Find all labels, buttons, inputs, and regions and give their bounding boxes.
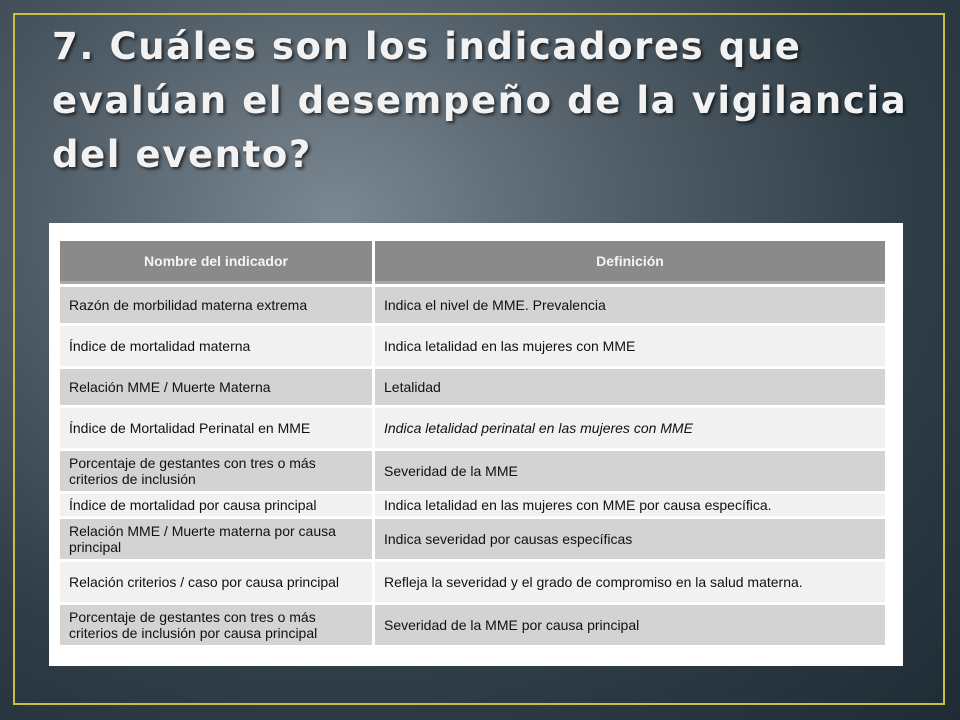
table-row — [60, 369, 885, 405]
table-row — [60, 287, 885, 323]
table-header-row — [60, 241, 885, 284]
indicator-definition-cell: Indica severidad por causas específicas — [375, 519, 885, 559]
indicator-definition-cell: Refleja la severidad y el grado de compromiso en la salud materna. — [375, 562, 885, 602]
header-nombre-indicador: Nombre del indicador — [60, 241, 372, 284]
indicator-definition-cell: Severidad de la MME — [375, 451, 885, 491]
indicator-name-cell: Porcentaje de gestantes con tres o más criterios de inclusión por causa principal — [60, 605, 372, 645]
table-row — [60, 326, 885, 366]
indicator-name-cell: Relación MME / Muerte materna por causa principal — [60, 519, 372, 559]
table-row — [60, 408, 885, 448]
indicator-name-cell: Razón de morbilidad materna extrema — [60, 287, 372, 323]
indicator-name-cell: Índice de mortalidad por causa principal — [60, 494, 372, 516]
table-row — [60, 451, 885, 491]
table-row — [60, 562, 885, 602]
indicator-definition-cell: Indica letalidad en las mujeres con MME por causa específica. — [375, 494, 885, 516]
table-row — [60, 519, 885, 559]
slide-title: 7. Cuáles son los indicadores que evalúan el desempeño de la vigilancia del evento? — [52, 25, 908, 176]
indicator-definition-cell: Letalidad — [375, 369, 885, 405]
indicator-name-cell: Índice de mortalidad materna — [60, 326, 372, 366]
indicators-table — [57, 238, 888, 648]
indicator-name-cell: Índice de Mortalidad Perinatal en MME — [60, 408, 372, 448]
indicator-definition-cell: Indica letalidad perinatal en las mujeres con MME — [375, 408, 885, 448]
indicator-definition-cell: Severidad de la MME por causa principal — [375, 605, 885, 645]
indicator-name-cell: Relación criterios / caso por causa principal — [60, 562, 372, 602]
indicator-name-cell: Porcentaje de gestantes con tres o más criterios de inclusión — [60, 451, 372, 491]
table-row — [60, 605, 885, 645]
indicators-table-card — [49, 223, 903, 666]
header-definicion: Definición — [375, 241, 885, 284]
indicator-definition-cell: Indica el nivel de MME. Prevalencia — [375, 287, 885, 323]
indicator-definition-cell: Indica letalidad en las mujeres con MME — [375, 326, 885, 366]
table-row — [60, 494, 885, 516]
indicator-name-cell: Relación MME / Muerte Materna — [60, 369, 372, 405]
